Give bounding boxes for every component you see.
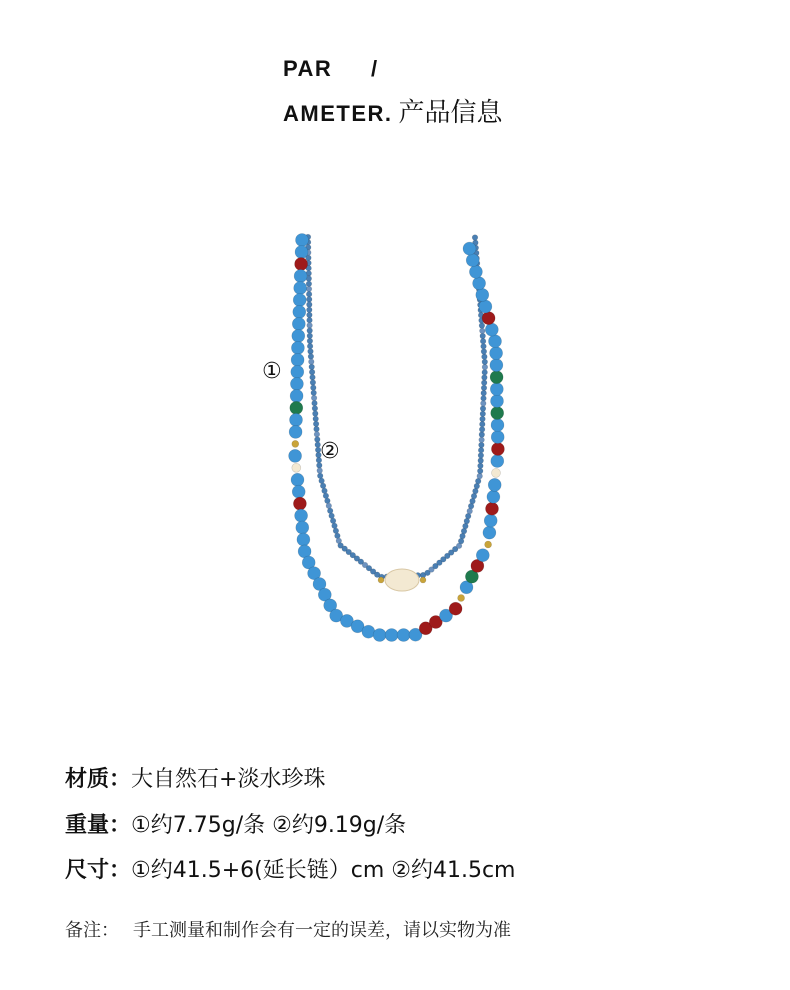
- small-bead: [308, 354, 314, 360]
- large-bead: [289, 449, 302, 462]
- strand-2-small-beads: [305, 234, 488, 580]
- small-bead: [313, 416, 319, 422]
- large-bead: [294, 270, 307, 283]
- small-bead: [307, 302, 313, 308]
- large-bead: [290, 389, 303, 402]
- large-bead: [476, 288, 489, 301]
- small-bead: [480, 328, 486, 334]
- large-bead: [490, 383, 503, 396]
- large-bead: [297, 533, 310, 546]
- spec-weight-value: ①约7.75g/条 ②约9.19g/条: [131, 813, 407, 838]
- small-bead: [306, 297, 312, 303]
- small-bead: [306, 281, 312, 287]
- small-bead: [481, 390, 487, 396]
- small-bead: [306, 291, 312, 297]
- large-bead: [294, 282, 307, 295]
- header-slash: /: [371, 56, 378, 81]
- small-bead: [479, 442, 485, 448]
- small-bead: [307, 307, 313, 313]
- large-bead: [385, 629, 398, 642]
- small-bead: [480, 333, 486, 339]
- small-bead: [311, 385, 317, 391]
- brand-header-line2: [283, 92, 503, 129]
- large-bead: [290, 377, 303, 390]
- large-bead: [491, 419, 504, 432]
- header-par-text: PAR: [283, 56, 333, 81]
- necklace-illustration: [240, 225, 540, 665]
- small-bead: [307, 323, 313, 329]
- small-bead: [480, 338, 486, 344]
- strand-2-label: ②: [320, 439, 340, 464]
- small-bead: [479, 437, 485, 443]
- large-bead: [491, 443, 504, 456]
- small-bead: [309, 364, 315, 370]
- note: [65, 916, 511, 942]
- large-bead: [292, 463, 301, 472]
- freshwater-pearl: [385, 569, 419, 591]
- large-bead: [483, 526, 496, 539]
- spec-size-label: 尺寸：: [65, 858, 132, 883]
- large-bead: [466, 254, 479, 267]
- large-bead: [296, 521, 309, 534]
- large-bead: [473, 277, 486, 290]
- small-bead: [477, 473, 483, 479]
- page-title: 产品信息: [398, 98, 503, 128]
- gold-spacer: [420, 577, 426, 583]
- small-bead: [307, 312, 313, 318]
- small-bead: [478, 463, 484, 469]
- large-bead: [458, 595, 465, 602]
- strand-1-label: ①: [262, 359, 282, 384]
- small-bead: [308, 349, 314, 355]
- small-bead: [307, 333, 313, 339]
- large-bead: [295, 246, 308, 259]
- large-bead: [292, 485, 305, 498]
- spec-weight-label: 重量：: [65, 813, 132, 838]
- small-bead: [481, 385, 487, 391]
- small-bead: [478, 447, 484, 453]
- product-image: [240, 225, 540, 665]
- small-bead: [309, 369, 315, 375]
- small-bead: [317, 468, 323, 474]
- small-bead: [479, 432, 485, 438]
- large-bead: [373, 629, 386, 642]
- small-bead: [307, 317, 313, 323]
- large-bead: [292, 317, 305, 330]
- pearl-pendant: [378, 569, 426, 591]
- large-bead: [489, 335, 502, 348]
- large-bead: [491, 455, 504, 468]
- small-bead: [479, 323, 485, 329]
- small-bead: [482, 354, 488, 360]
- small-bead: [313, 411, 319, 417]
- small-bead: [478, 458, 484, 464]
- spec-size: [65, 853, 516, 884]
- header-ameter-text: AMETER.: [283, 101, 393, 126]
- large-bead: [293, 305, 306, 318]
- small-bead: [307, 328, 313, 334]
- large-bead: [484, 514, 497, 527]
- small-bead: [481, 396, 487, 402]
- small-bead: [314, 432, 320, 438]
- large-bead: [491, 395, 504, 408]
- note-label: 备注：: [65, 920, 119, 941]
- small-bead: [482, 364, 488, 370]
- gold-spacer: [378, 577, 384, 583]
- large-bead: [293, 294, 306, 307]
- large-bead: [476, 549, 489, 562]
- spec-material-value: 大自然石+淡水珍珠: [131, 767, 326, 792]
- small-bead: [480, 421, 486, 427]
- large-bead: [296, 234, 309, 247]
- spec-material: [65, 762, 325, 793]
- small-bead: [310, 375, 316, 381]
- small-bead: [481, 349, 487, 355]
- large-bead: [291, 341, 304, 354]
- large-bead: [463, 242, 476, 255]
- large-bead: [490, 359, 503, 372]
- small-bead: [311, 390, 317, 396]
- spec-material-label: 材质：: [65, 767, 132, 792]
- small-bead: [309, 359, 315, 365]
- small-bead: [481, 344, 487, 350]
- small-bead: [477, 468, 483, 474]
- large-bead: [485, 323, 498, 336]
- small-bead: [314, 426, 320, 432]
- small-bead: [482, 370, 488, 376]
- large-bead: [490, 371, 503, 384]
- small-bead: [480, 406, 486, 412]
- small-bead: [313, 421, 319, 427]
- small-bead: [481, 380, 487, 386]
- small-bead: [306, 286, 312, 292]
- large-bead: [488, 478, 501, 491]
- small-bead: [479, 427, 485, 433]
- small-bead: [312, 406, 318, 412]
- large-bead: [291, 353, 304, 366]
- small-bead: [482, 375, 488, 381]
- large-bead: [482, 312, 495, 325]
- small-bead: [311, 395, 317, 401]
- small-bead: [307, 338, 313, 344]
- large-bead: [485, 541, 492, 548]
- large-bead: [295, 509, 308, 522]
- large-bead: [487, 490, 500, 503]
- small-bead: [480, 411, 486, 417]
- large-bead: [289, 425, 302, 438]
- spec-weight: [65, 808, 406, 839]
- large-bead: [291, 365, 304, 378]
- large-bead: [290, 401, 303, 414]
- small-bead: [481, 401, 487, 407]
- large-bead: [290, 413, 303, 426]
- large-bead: [491, 431, 504, 444]
- large-bead: [449, 602, 462, 615]
- small-bead: [312, 400, 318, 406]
- small-bead: [472, 235, 478, 241]
- small-bead: [307, 343, 313, 349]
- brand-header-line1: [283, 54, 403, 84]
- spec-size-value: ①约41.5+6(延长链）cm ②约41.5cm: [131, 858, 516, 883]
- large-bead: [292, 440, 299, 447]
- large-bead: [491, 407, 504, 420]
- large-bead: [490, 347, 503, 360]
- large-bead: [293, 497, 306, 510]
- large-bead: [469, 265, 482, 278]
- large-bead: [479, 300, 492, 313]
- large-bead: [486, 502, 499, 515]
- large-bead: [292, 329, 305, 342]
- note-text: 手工测量和制作会有一定的误差，请以实物为准: [133, 920, 511, 941]
- large-bead: [397, 629, 410, 642]
- large-bead: [492, 468, 501, 477]
- small-bead: [478, 453, 484, 459]
- small-bead: [310, 380, 316, 386]
- large-bead: [295, 258, 308, 271]
- large-bead: [291, 473, 304, 486]
- small-bead: [480, 416, 486, 422]
- small-bead: [482, 359, 488, 365]
